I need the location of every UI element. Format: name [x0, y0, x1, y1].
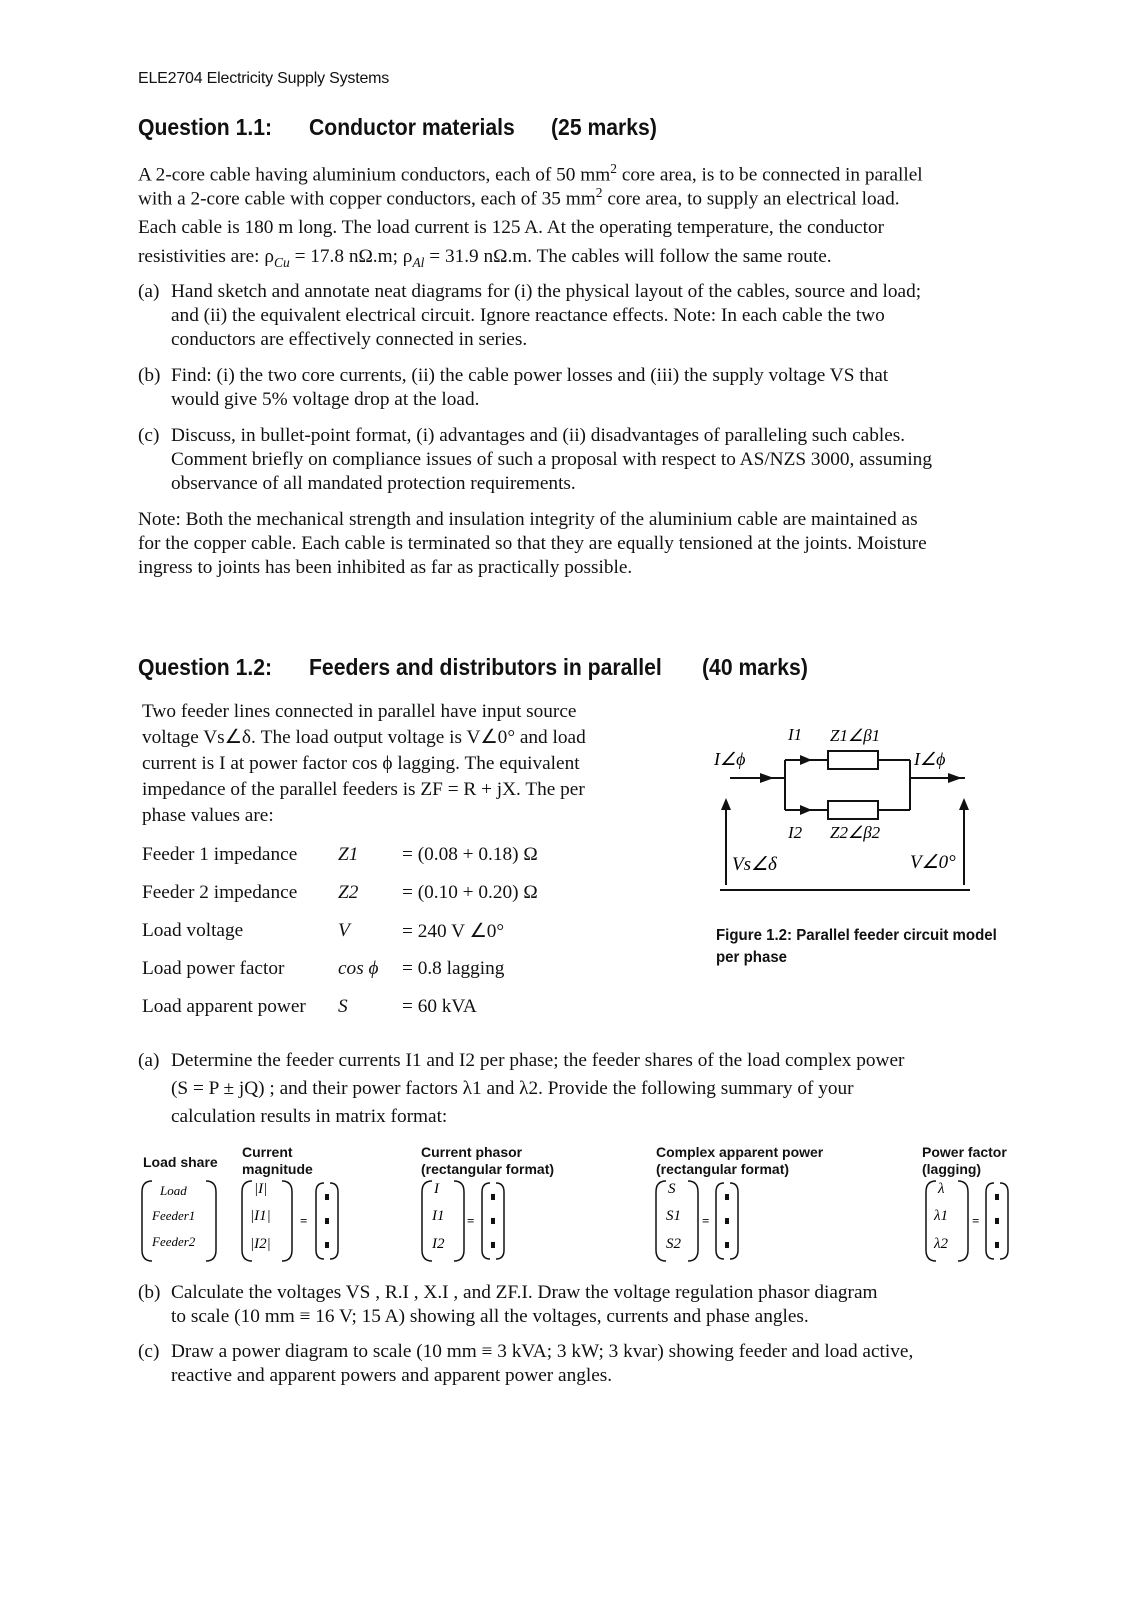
row-feeder2: Feeder2 [152, 1234, 196, 1249]
parameter-row [142, 836, 538, 874]
parameter-row [142, 874, 538, 912]
parameter-symbol: Z2 [338, 882, 359, 903]
mag-i: |I| [254, 1181, 268, 1197]
parameter-value: = 240 V ∠0° [402, 921, 505, 942]
phasor-i1: I1 [432, 1208, 445, 1224]
label-vs: Vs∠δ [732, 854, 777, 875]
label-z2-beta2: Z2∠β2 [830, 823, 881, 842]
row-load: Load [160, 1183, 187, 1198]
parameter-row [142, 988, 538, 1026]
z1-resistor-box [828, 751, 878, 769]
row-feeder1: Feeder1 [152, 1208, 196, 1223]
label-i-out: I∠ϕ [914, 749, 946, 769]
q2-marks: (40 marks) [702, 654, 808, 680]
parameter-label: Load voltage [142, 920, 244, 941]
parameter-symbol: V [338, 920, 350, 941]
pf-lambda1: λ1 [934, 1208, 948, 1224]
running-header: ELE2704 Electricity Supply Systems [138, 70, 390, 87]
i2-arrow [800, 805, 812, 815]
matrix-header-complex-power: Complex apparent power (rectangular format) [656, 1144, 824, 1177]
results-matrix-summary [136, 1134, 1016, 1274]
q1-marks: (25 marks) [551, 114, 657, 140]
q1-note: Note: Both the mechanical strength and insulation integrity of the aluminium cable are maintained as for the copper cable. Each cable is terminated so that they are equally tensioned at the joints. Moisture ingress to joints has been inhibited as far as practically possible. [138, 509, 927, 578]
parameter-label: Load power factor [142, 958, 285, 979]
parameter-row [142, 912, 538, 950]
parallel-feeder-circuit-diagram [714, 725, 1000, 920]
matrix-header-load-share: Load share [143, 1154, 218, 1170]
power-s2: S2 [666, 1236, 681, 1252]
v-arrow [959, 798, 969, 810]
parameter-symbol: S [338, 996, 348, 1017]
parameter-label: Load apparent power [142, 996, 306, 1017]
power-s: S [668, 1181, 676, 1197]
matrix-header-power-factor: Power factor (lagging) [922, 1144, 1007, 1177]
parameter-value: = (0.08 + 0.18) Ω [402, 844, 538, 865]
q2-item-c: (c) Draw a power diagram to scale (10 mm ≡ 3 kVA; 3 kW; 3 kvar) showing feeder and load active, reactive and apparent powers and apparent power angles. [138, 1341, 914, 1386]
z2-resistor-box [828, 801, 878, 819]
parameter-row [142, 950, 538, 988]
q1-item-c: (c) Discuss, in bullet-point format, (i) advantages and (ii) disadvantages of paralleling such cables. Comment briefly on compliance issues of such a proposal with respect to AS/NZS 3000, assuming observance of all mandated protection requirements. [138, 425, 932, 494]
load-share-bracket-left [142, 1181, 152, 1261]
phasor-i2: I2 [432, 1236, 445, 1252]
q1-title: Conductor materials [309, 114, 515, 140]
q1-number: Question 1.1: [138, 114, 273, 140]
phasor-i: I [434, 1181, 439, 1197]
q2-intro: Two feeder lines connected in parallel have input source voltage Vs∠δ. The load output voltage is V∠0° and load current is I at power factor cos ϕ lagging. The equivalent impedance of the parallel feeders is ZF = R + jX. The per phase values are: [142, 701, 586, 826]
parameter-value: = (0.10 + 0.20) Ω [402, 882, 538, 903]
parameter-value: = 0.8 lagging [402, 958, 505, 979]
label-i1: I1 [788, 725, 803, 744]
output-current-arrow [948, 773, 962, 783]
result-matrices [136, 1178, 1016, 1268]
label-i-in: I∠ϕ [714, 749, 746, 769]
load-share-bracket-right [206, 1181, 216, 1261]
label-i2: I2 [788, 823, 803, 842]
q1-intro-line2: with a 2-core cable with copper conductors, each of 35 $mm^2$ core area, to supply an electrical load. [138, 185, 900, 210]
q1-para2-line1: Each cable is 180 m long. The load current is 125 A. At the operating temperature, the conductor [138, 217, 885, 238]
eq-mag: = [300, 1213, 308, 1228]
input-current-arrow [760, 773, 774, 783]
q1-intro-line1: A 2-core cable having aluminium conductors, each of 50 $mm^2$ core area, is to be connected in parallel [138, 161, 923, 186]
power-s1: S1 [666, 1208, 681, 1224]
parameter-label: Feeder 2 impedance [142, 882, 298, 903]
eq-phasor: = [467, 1213, 475, 1228]
label-z1-beta1: Z1∠β1 [830, 726, 881, 745]
matrix-header-current-phasor: Current phasor (rectangular format) [421, 1144, 555, 1177]
q2-item-b: (b) Calculate the voltages VS , R.I , X.I , and ZF.I. Draw the voltage regulation phasor diagram to scale (10 mm ≡ 16 V; 15 A) showing all the voltages, currents and phase angles. [138, 1282, 878, 1327]
pf-lambda2: λ2 [934, 1236, 948, 1252]
mag-i1: |I1| [250, 1208, 271, 1224]
parameter-symbol: Z1 [338, 844, 359, 865]
parameter-symbol: cos ϕ [338, 958, 379, 979]
figure-caption: Figure 1.2: Parallel feeder circuit model per phase [716, 927, 997, 966]
pf-lambda: λ [938, 1181, 945, 1197]
q2-title: Feeders and distributors in parallel [309, 654, 662, 680]
q2-parameter-table [142, 836, 538, 1026]
q2-number: Question 1.2: [138, 654, 273, 680]
eq-pf: = [972, 1213, 980, 1228]
q1-item-b: (b) Find: (i) the two core currents, (ii) the cable power losses and (iii) the supply voltage VS that would give 5% voltage drop at the load. [138, 365, 889, 410]
i1-arrow [800, 755, 812, 765]
vs-arrow [721, 798, 731, 810]
eq-power: = [702, 1213, 710, 1228]
parameter-value: = 60 kVA [402, 996, 477, 1017]
q2-item-a: (a) Determine the feeder currents I1 and I2 per phase; the feeder shares of the load complex power (S = P ± jQ) ; and their power factors λ1 and λ2. Provide the following summary of your calculation results in matrix format: [138, 1050, 905, 1127]
q1-item-a: (a) Hand sketch and annotate neat diagrams for (i) the physical layout of the cables, source and load; and (ii) the equivalent electrical circuit. Ignore reactance effects. Note: In each cable the two conductors are effectively connected in series. [138, 280, 1018, 352]
label-v: V∠0° [910, 852, 956, 873]
q1-item-a-text: Hand sketch and annotate neat diagrams for (i) the physical layout of the cables, source and load; and (ii) the equivalent electrical circuit. Ignore reactance effects. Note: In each cable the two conductors are effectively connected in series. [171, 281, 922, 350]
q1-para2-line2: resistivities are: $\rho_{Cu} = 17.8$ nΩ.m; $\rho_{Al} = 31.9$ nΩ.m. The cables will follow the same route. [138, 246, 832, 270]
matrix-header-current-magnitude: Current magnitude [242, 1144, 313, 1177]
parameter-label: Feeder 1 impedance [142, 844, 298, 865]
mag-i2: |I2| [250, 1236, 271, 1252]
